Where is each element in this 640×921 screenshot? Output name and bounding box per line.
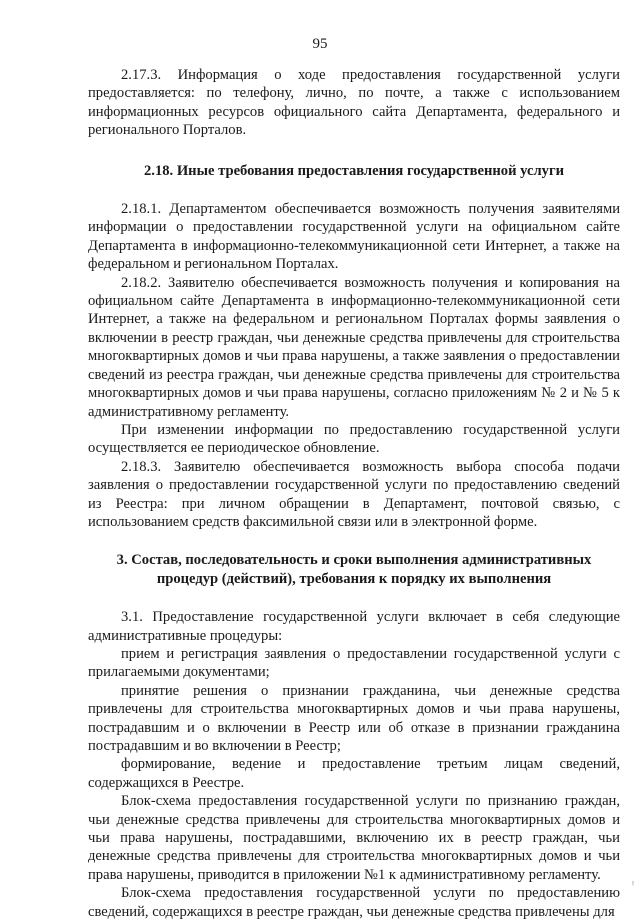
list-item-decision: принятие решения о признании гражданина, чьи денежные средства привлечены для строительства многоквартирных домов и чьи права нарушены, пострадавшим и о включении в Реестр или об отказе в признании гражданина пострадавшим и во включении в Реестр; [88, 682, 620, 754]
paragraph-flowchart-1: Блок-схема предоставления государственной услуги по признанию граждан, чьи денежные средства привлечены для строительства многоквартирных домов и чьи права нарушены, пострадавшими, включению их в реестр граждан, чьи денежные средства привлечены для строительства многоквартирных домов и чьи права нарушены, приводится в приложении №1 к административному регламенту. [88, 793, 620, 883]
paragraph-2-18-1: 2.18.1. Департаментом обеспечивается возможность получения заявителями информации о предоставлении государственной услуги на официальном сайте Департамента в информационно-телекоммуникационной сети Интернет, а также на федеральном и региональном Порталах. [88, 201, 620, 273]
paragraph-2-18-2: 2.18.2. Заявителю обеспечивается возможность получения и копирования на официальном сайте Департамента в информационно-телекоммуникационной сети Интернет, а также на федеральном и региональном Порталах формы заявления о включении в реестр граждан, чьи денежные средства привлечены для строительства многоквартирных домов и чьи права нарушены, а также заявления о предоставлении сведений из реестра граждан, чьи денежные средства привлечены для строительства многоквартирных домов и чьи права нарушены, согласно приложениям № 2 и № 5 к административному регламенту. [88, 274, 620, 420]
page-number: 95 [312, 36, 328, 52]
document-body [88, 66, 620, 921]
list-item-reception: прием и регистрация заявления о предоставлении государственной услуги с прилагаемыми документами; [88, 645, 620, 681]
section-heading-2-18: 2.18. Иные требования предоставления государственной услуги [144, 162, 564, 179]
paragraph-2-17-3: 2.17.3. Информация о ходе предоставления государственной услуги предоставляется: по телефону, лично, по почте, а также с использованием информационных ресурсов официального сайта Департамента, федерального и регионального Порталов. [88, 67, 620, 139]
paragraph-3-1: 3.1. Предоставление государственной услуги включает в себя следующие административные процедуры: [88, 609, 620, 644]
section-heading-3: 3. Состав, последовательность и сроки выполнения административных процедур (действий), требования к порядку их выполнения [116, 552, 592, 587]
paragraph-flowchart-2: Блок-схема предоставления государственной услуги по предоставлению сведений, содержащихся в реестре граждан, чьи денежные средства привлечены для [88, 885, 620, 920]
paragraph-2-18-3: 2.18.3. Заявителю обеспечивается возможность выбора способа подачи заявления о предоставлении государственной услуги по предоставлению сведений из Реестра: при личном обращении в Департамент, почтовой связью, с использованием средств факсимильной связи или в электронной форме. [88, 458, 620, 530]
list-item-registry: формирование, ведение и предоставление третьим лицам сведений, содержащихся в Реестре. [88, 756, 620, 791]
corner-mark: ᵎ [632, 878, 634, 891]
paragraph-update-info: При изменении информации по предоставлению государственной услуги осуществляется ее периодическое обновление. [88, 421, 620, 457]
